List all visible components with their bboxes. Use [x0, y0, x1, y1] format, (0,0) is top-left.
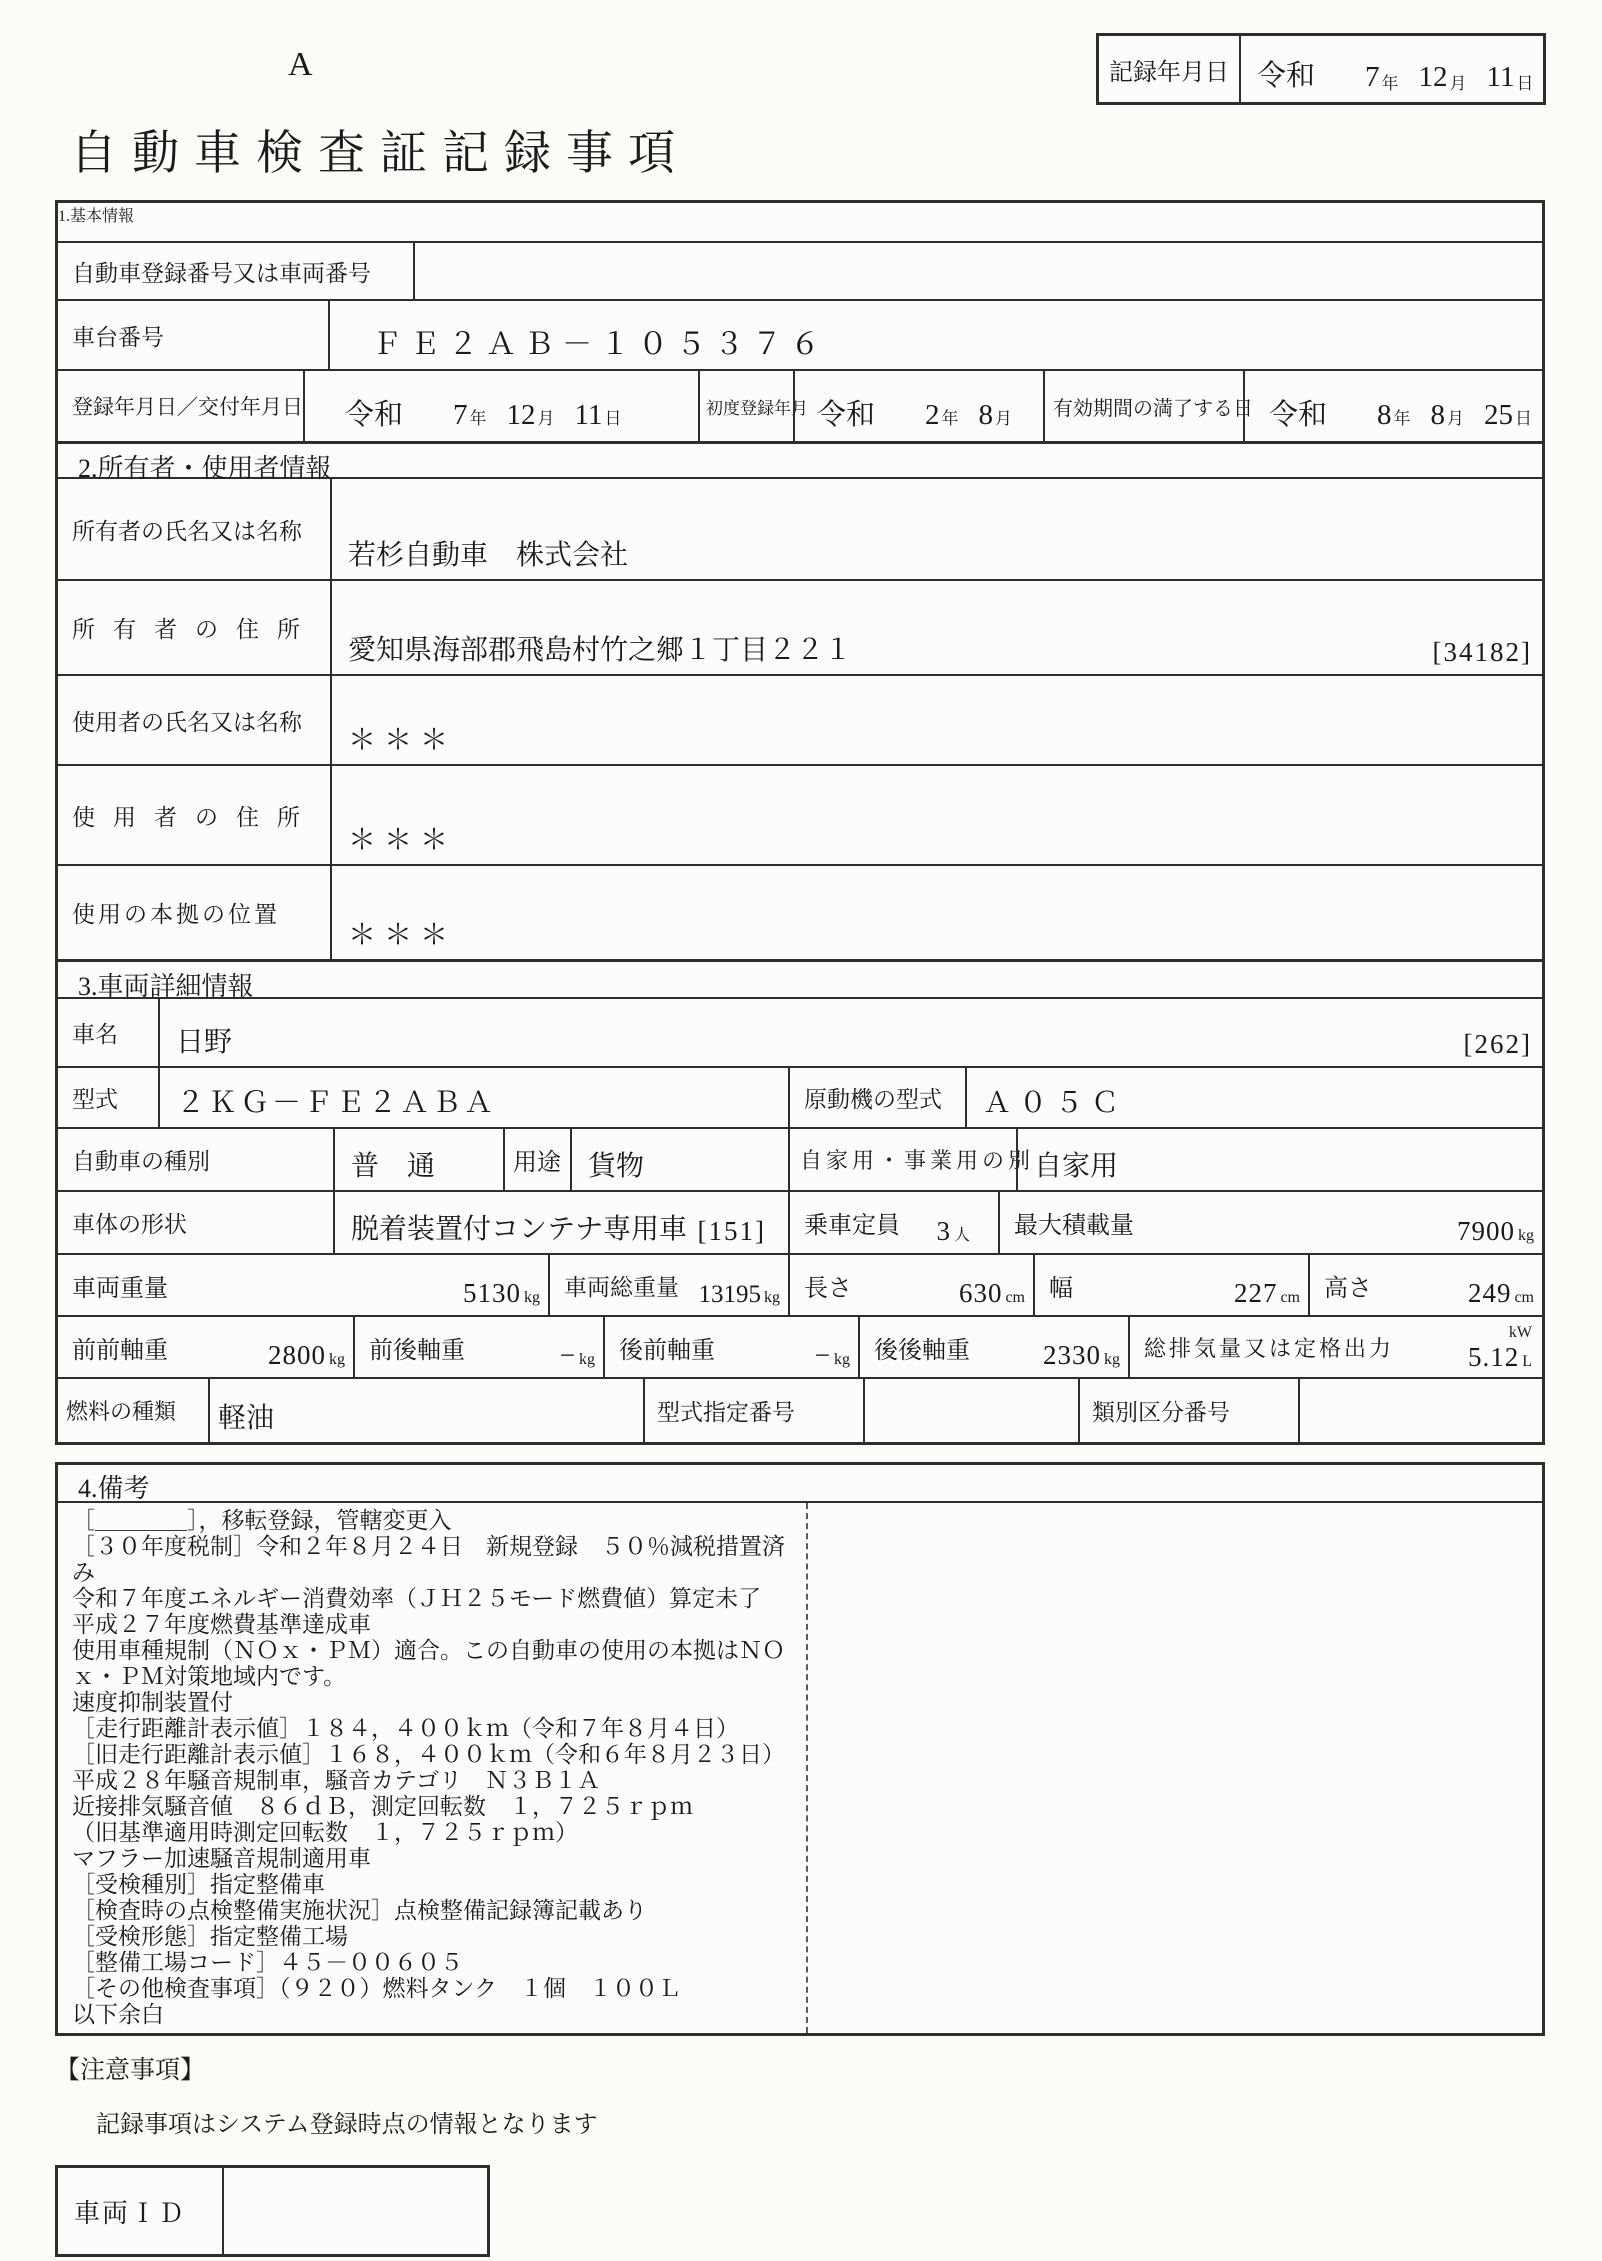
- model-value: ２ＫＧ－ＦＥ２ＡＢＡ: [158, 1068, 788, 1127]
- field-axle-front-front: [58, 1317, 353, 1377]
- axle-front-rear-label: 前後軸重: [369, 1337, 465, 1364]
- axle-rear-rear-label: 後後軸重: [874, 1337, 970, 1364]
- engine-model-value: Ａ０５Ｃ: [965, 1068, 1542, 1127]
- capacity-value: 3 人: [936, 1216, 970, 1246]
- row-owner-name: [58, 477, 1542, 579]
- owner-name-label: 所有者の氏名又は名称: [72, 518, 302, 544]
- displacement-label: 総排気量又は定格出力: [1144, 1335, 1395, 1361]
- notice-heading: 【注意事項】: [55, 2057, 206, 2084]
- type-number-value: [863, 1379, 1078, 1442]
- row-fuel: [58, 1377, 1542, 1442]
- max-load-label: 最大積載量: [1014, 1213, 1134, 1239]
- base-location-label: 使用の本拠の位置: [72, 902, 280, 927]
- registration-number-label: 自動車登録番号又は車両番号: [72, 260, 371, 286]
- field-length: [788, 1255, 1033, 1315]
- remark-line: 使用車種規制（ＮＯｘ・ＰＭ）適合。この自動車の使用の本拠はＮＯｘ・ＰＭ対策地域内です。: [72, 1638, 785, 1689]
- remarks-body: [58, 1501, 1542, 2033]
- chassis-number-label: 車台番号: [72, 324, 164, 350]
- fuel-label: 燃料の種類: [66, 1399, 177, 1424]
- height-value: 249 cm: [1467, 1278, 1534, 1308]
- user-name-value: ＊＊＊: [330, 676, 1542, 764]
- user-address-value: ＊＊＊: [330, 766, 1542, 864]
- body-shape-label: 車体の形状: [72, 1212, 187, 1237]
- remark-line: 近接排気騒音値 ８６ｄＢ，測定回転数 １，７２５ｒｐｍ: [72, 1794, 693, 1819]
- section-1-header: [58, 203, 1542, 241]
- remark-line: 速度抑制装置付: [72, 1690, 233, 1715]
- axle-rear-rear-value: 2330 kg: [1043, 1340, 1120, 1370]
- row-owner-address: [58, 579, 1542, 674]
- remark-line: ［＿＿＿＿］，移転登録，管轄変更入: [72, 1508, 452, 1533]
- field-axle-front-rear: [353, 1317, 603, 1377]
- remark-line: ［走行距離計表示値］１８４，４００ｋｍ（令和７年８月４日）: [72, 1716, 739, 1741]
- use-type-label: 用途: [503, 1129, 570, 1190]
- field-axle-rear-rear: [858, 1317, 1128, 1377]
- axle-front-front-label: 前前軸重: [72, 1337, 168, 1364]
- gross-weight-value: 13195 kg: [698, 1281, 780, 1308]
- length-value: 630 cm: [958, 1278, 1025, 1308]
- user-name-label: 使用者の氏名又は名称: [72, 709, 302, 735]
- remark-line: （旧基準適用時測定回転数 １，７２５ｒｐｍ）: [72, 1820, 578, 1845]
- class-number-label: 類別区分番号: [1078, 1379, 1298, 1442]
- issue-date-label: 登録年月日／交付年月日: [72, 395, 303, 419]
- notice-text: 記録事項はシステム登録時点の情報となります: [96, 2112, 598, 2138]
- width-value: 227 cm: [1233, 1278, 1300, 1308]
- main-form-table: [55, 200, 1545, 1445]
- remark-line: ［整備工場コード］４５－００６０５: [72, 1950, 463, 1975]
- remark-line: 平成２７年度燃費基準達成車: [72, 1612, 371, 1637]
- field-axle-rear-front: [603, 1317, 858, 1377]
- row-axle-weights: [58, 1315, 1542, 1377]
- remark-line: ［３０年度税制］令和２年８月２４日 新規登録 ５０％減税措置済み: [72, 1534, 785, 1585]
- remark-line: ［検査時の点検整備実施状況］点検整備記録簿記載あり: [72, 1898, 647, 1923]
- body-shape-value: 脱着装置付コンテナ専用車 [151]: [333, 1192, 788, 1253]
- remark-line: マフラー加速騒音規制適用車: [72, 1846, 371, 1871]
- field-capacity: [788, 1192, 998, 1253]
- issue-date-value: 令和 7 年 12 月 11 日: [303, 371, 698, 441]
- owner-name-value: 若杉自動車 株式会社: [330, 479, 1542, 579]
- fuel-value: 軽油: [208, 1379, 643, 1442]
- remark-line: ［旧走行距離計表示値］１６８，４００ｋｍ（令和６年８月２３日）: [72, 1742, 785, 1767]
- field-gross-weight: [548, 1255, 788, 1315]
- length-label: 長さ: [804, 1275, 852, 1302]
- remark-line: ［受検種別］指定整備車: [72, 1872, 325, 1897]
- record-date-label: 記録年月日: [1099, 36, 1241, 102]
- axle-front-rear-value: − kg: [559, 1340, 595, 1370]
- gross-weight-label: 車両総重量: [564, 1274, 679, 1300]
- capacity-label: 乗車定員: [804, 1213, 900, 1239]
- remarks-dashed-divider: [806, 1503, 808, 2033]
- remarks-lines: [58, 1503, 792, 2028]
- row-weights-dimensions: [58, 1253, 1542, 1315]
- record-date-box: [1096, 33, 1546, 105]
- row-body-shape: [58, 1190, 1542, 1253]
- remarks-table: [55, 1462, 1545, 2036]
- row-user-address: [58, 764, 1542, 864]
- row-model: [58, 1066, 1542, 1127]
- section-1-heading: 1.基本情報: [58, 208, 135, 225]
- field-vehicle-weight: [58, 1255, 548, 1315]
- car-name-code: [262]: [1463, 1029, 1532, 1059]
- field-displacement: [1128, 1317, 1542, 1377]
- car-name-label: 車名: [72, 1022, 118, 1047]
- owner-address-code: [34182]: [1432, 637, 1532, 667]
- axle-rear-front-label: 後前軸重: [619, 1337, 715, 1364]
- remark-line: 以下余白: [72, 2002, 164, 2027]
- row-car-class: [58, 1127, 1542, 1190]
- axle-front-front-value: 2800 kg: [268, 1340, 345, 1370]
- vehicle-weight-value: 5130 kg: [463, 1278, 540, 1308]
- model-label: 型式: [72, 1087, 118, 1112]
- chassis-number-value: ＦＥ２ＡＢ－１０５３７６: [328, 301, 1542, 369]
- row-registration-number: [58, 241, 1542, 299]
- owner-address-value: 愛知県海部郡飛島村竹之郷１丁目２２１ [34182]: [330, 581, 1542, 674]
- field-width: [1033, 1255, 1308, 1315]
- use-type-value: 貨物: [570, 1129, 788, 1190]
- section-4-heading: 4.備考: [78, 1474, 150, 1503]
- section-2-heading: 2.所有者・使用者情報: [78, 454, 332, 483]
- first-registration-value: 令和 2 年 8 月: [793, 371, 1043, 441]
- expiry-date-label: 有効期間の満了する日: [1043, 371, 1243, 441]
- class-number-value: [1298, 1379, 1542, 1442]
- row-user-name: [58, 674, 1542, 764]
- row-chassis-number: [58, 299, 1542, 369]
- owner-address-label: 所有者の住所: [72, 617, 318, 642]
- car-name-value: 日野 [262]: [158, 999, 1542, 1066]
- vehicle-id-label: 車両ＩＤ: [58, 2168, 224, 2254]
- field-max-load: [998, 1192, 1542, 1253]
- type-number-label: 型式指定番号: [643, 1379, 863, 1442]
- first-registration-label: 初度登録年月: [698, 371, 793, 441]
- engine-model-label: 原動機の型式: [788, 1068, 965, 1127]
- vehicle-id-box: [55, 2165, 490, 2257]
- page-corner-mark: A: [288, 46, 313, 83]
- car-class-label: 自動車の種別: [72, 1149, 210, 1174]
- width-label: 幅: [1049, 1275, 1073, 1302]
- remark-line: ［その他検査事項］（９２０）燃料タンク １個 １００Ｌ: [72, 1976, 682, 2001]
- section-3-heading: 3.車両詳細情報: [78, 972, 254, 1001]
- private-business-label: 自家用・事業用の別: [788, 1129, 1016, 1190]
- body-shape-code: [151]: [697, 1216, 766, 1246]
- user-address-label: 使用者の住所: [72, 804, 318, 830]
- vehicle-id-value: [224, 2168, 487, 2254]
- base-location-value: ＊＊＊: [330, 866, 1542, 959]
- field-height: [1308, 1255, 1542, 1315]
- max-load-value: 7900 kg: [1457, 1216, 1534, 1246]
- displacement-value: kW 5.12 L: [1467, 1324, 1532, 1372]
- car-class-value: 普 通: [333, 1129, 503, 1190]
- section-4-header: [58, 1465, 1542, 1501]
- section-2-header: [58, 441, 1542, 483]
- row-dates: [58, 369, 1542, 441]
- height-label: 高さ: [1324, 1275, 1372, 1302]
- remark-line: ［受検形態］指定整備工場: [72, 1924, 348, 1949]
- remark-line: 令和７年度エネルギー消費効率（ＪＨ２５モード燃費値）算定未了: [72, 1586, 762, 1611]
- section-3-header: [58, 959, 1542, 1001]
- row-car-name: [58, 997, 1542, 1066]
- registration-number-value: [413, 243, 1542, 299]
- page-title: 自動車検査証記録事項: [70, 128, 690, 180]
- expiry-date-value: 令和 8 年 8 月 25 日: [1243, 371, 1542, 441]
- remark-line: 平成２８年騒音規制車，騒音カテゴリ Ｎ３Ｂ１Ａ: [72, 1768, 601, 1793]
- axle-rear-front-value: − kg: [814, 1340, 850, 1370]
- vehicle-weight-label: 車両重量: [72, 1275, 168, 1302]
- private-business-value: 自家用: [1016, 1129, 1542, 1190]
- row-base-location: [58, 864, 1542, 959]
- record-date-value: 令和 7 年 12 月 11 日: [1257, 60, 1534, 93]
